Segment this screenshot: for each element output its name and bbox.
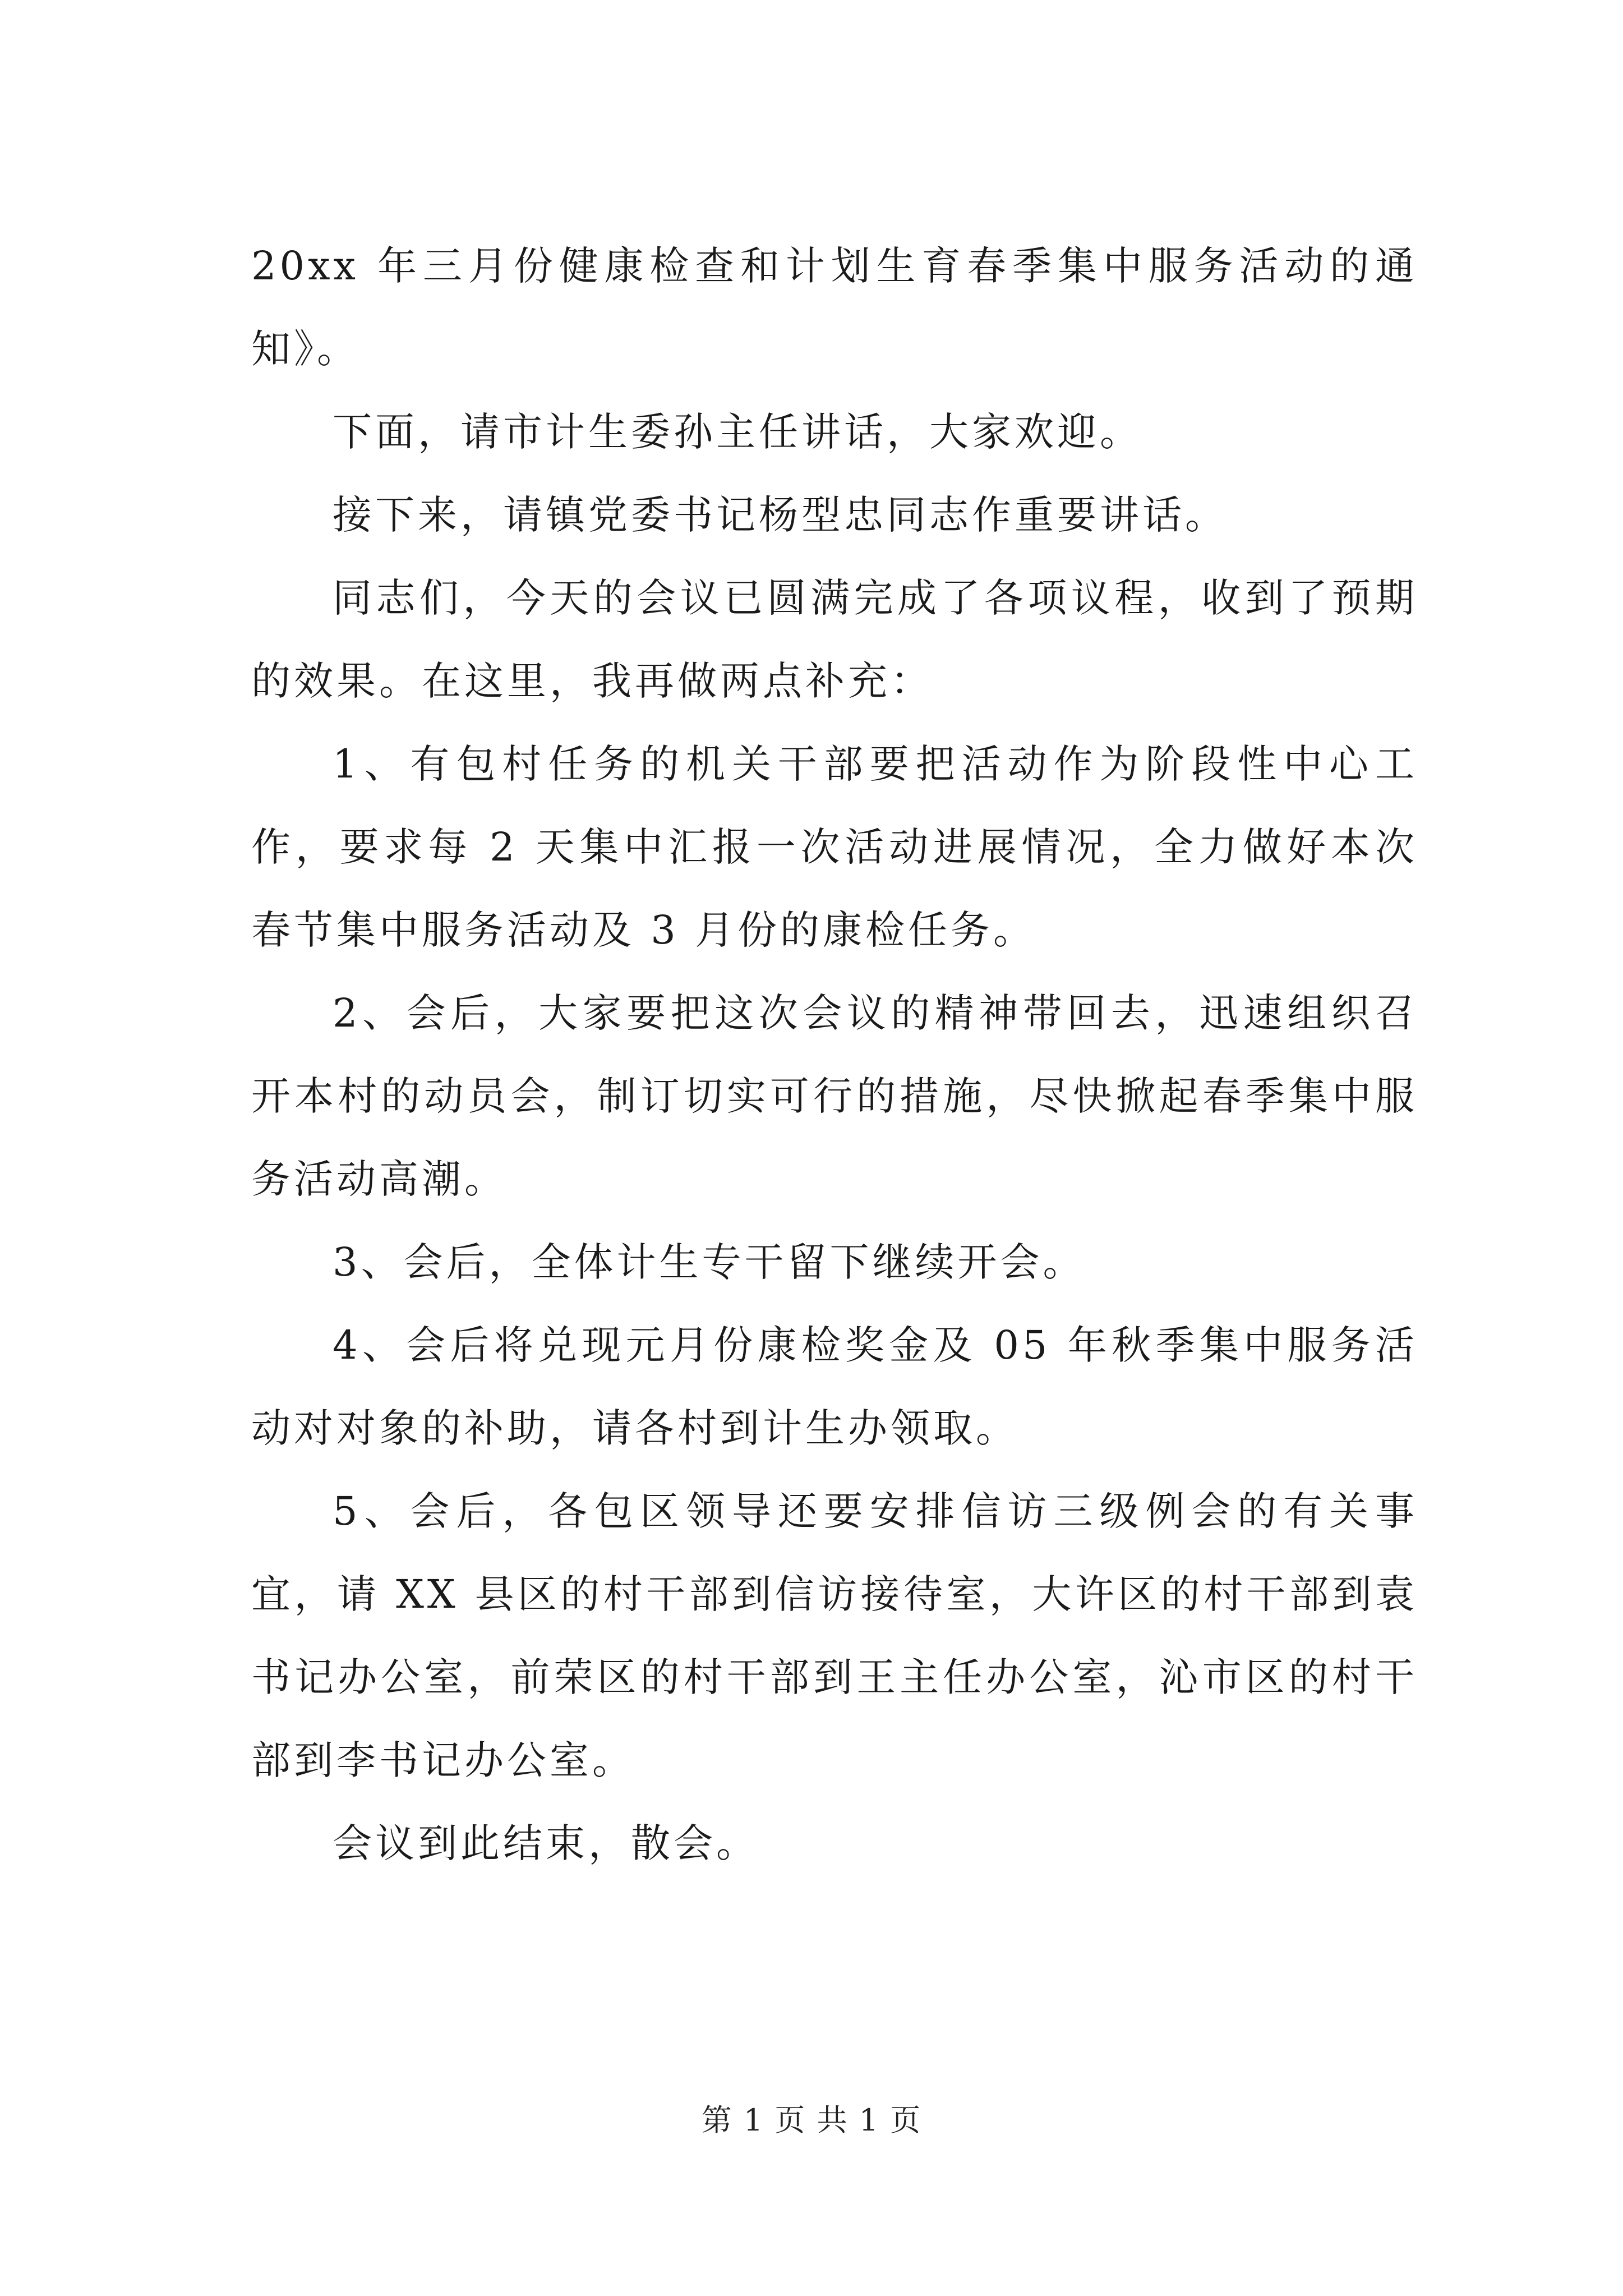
paragraph-item-4: 4、会后将兑现元月份康检奖金及 05 年秋季集中服务活动对对象的补助，请各村到计生办领取。 [251,1322,1418,1451]
paragraph-item-3: 3、会后，全体计生专干留下继续开会。 [333,1239,1086,1285]
paragraph-summary: 同志们，今天的会议已圆满完成了各项议程，收到了预期的效果。在这里，我再做两点补充： [251,575,1418,704]
paragraph-closing: 会议到此结束，散会。 [333,1820,759,1866]
paragraph-notice-title-end: 20xx 年三月份健康检查和计划生育春季集中服务活动的通知》。 [251,243,1418,372]
paragraph-item-5: 5、会后，各包区领导还要安排信访三级例会的有关事宜，请 XX 县区的村干部到信访接待室，大许区的村干部到袁书记办公室，前荣区的村干部到王主任办公室，沁市区的村干部到李书记办公室。 [251,1488,1418,1783]
paragraph-speech-yang: 接下来，请镇党委书记杨型忠同志作重要讲话。 [333,492,1228,538]
page-number-footer: 第 1 页 共 1 页 [701,2102,922,2138]
document-body [251,224,1418,1885]
paragraph-speech-sun: 下面，请市计生委孙主任讲话，大家欢迎。 [333,409,1142,455]
paragraph-item-1: 1、有包村任务的机关干部要把活动作为阶段性中心工作，要求每 2 天集中汇报一次活动进展情况，全力做好本次春节集中服务活动及 3 月份的康检任务。 [251,741,1418,953]
paragraph-item-2: 2、会后，大家要把这次会议的精神带回去，迅速组织召开本村的动员会，制订切实可行的措施，尽快掀起春季集中服务活动高潮。 [251,990,1418,1202]
